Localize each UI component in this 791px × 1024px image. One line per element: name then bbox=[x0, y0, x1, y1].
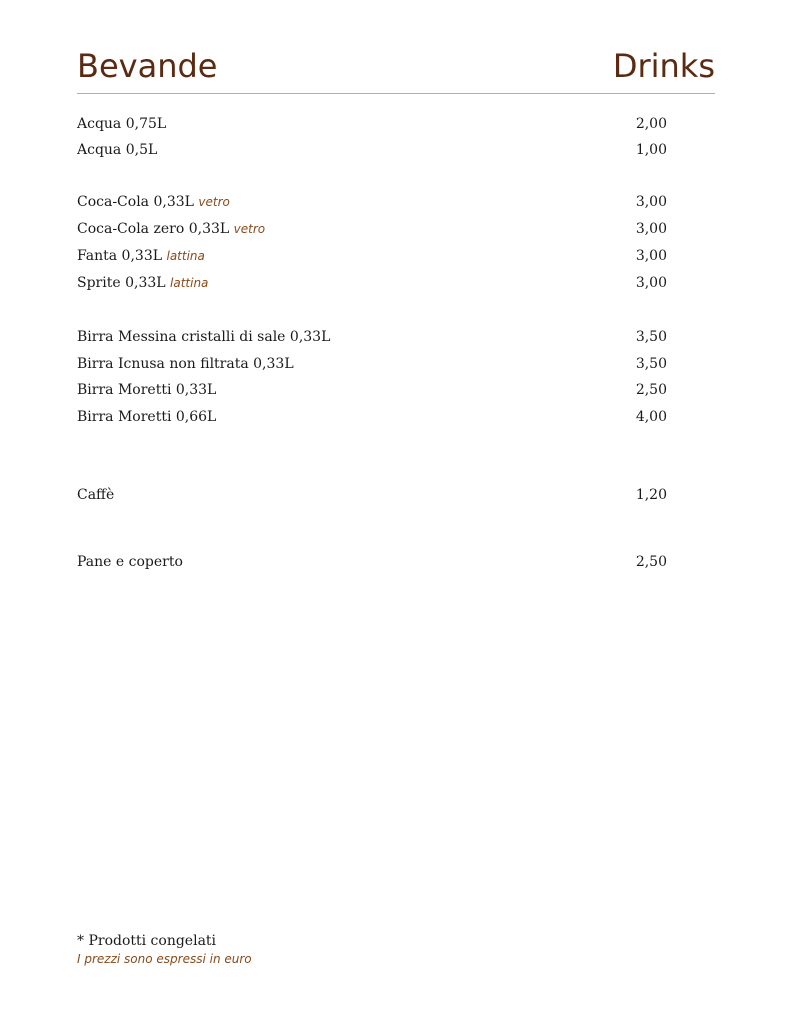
item-price: 3,00 bbox=[635, 248, 667, 264]
menu-item bbox=[77, 113, 667, 135]
item-name: Caffè bbox=[77, 487, 115, 503]
item-price: 2,50 bbox=[635, 554, 667, 570]
item-price: 2,50 bbox=[635, 382, 667, 398]
menu-item bbox=[77, 272, 667, 294]
menu-header bbox=[77, 46, 715, 86]
item-price: 3,50 bbox=[635, 329, 667, 345]
item-note: lattina bbox=[166, 249, 205, 263]
item-price: 3,00 bbox=[635, 221, 667, 237]
menu-item bbox=[77, 218, 667, 240]
item-name: Coca-Cola 0,33L bbox=[77, 194, 194, 210]
item-name: Birra Messina cristalli di sale 0,33L bbox=[77, 329, 331, 345]
item-name: Pane e coperto bbox=[77, 554, 183, 570]
frozen-products-note: * Prodotti congelati bbox=[77, 933, 217, 949]
item-name: Coca-Cola zero 0,33L bbox=[77, 221, 230, 237]
item-name: Birra Moretti 0,33L bbox=[77, 382, 217, 398]
item-name: Birra Icnusa non filtrata 0,33L bbox=[77, 356, 294, 372]
item-price: 4,00 bbox=[635, 409, 667, 425]
item-name: Acqua 0,75L bbox=[77, 116, 167, 132]
item-note: lattina bbox=[170, 276, 209, 290]
header-divider bbox=[77, 93, 715, 94]
item-price: 3,00 bbox=[635, 194, 667, 210]
item-price: 2,00 bbox=[635, 116, 667, 132]
item-note: vetro bbox=[233, 222, 266, 236]
menu-item bbox=[77, 551, 667, 573]
item-price: 3,50 bbox=[635, 356, 667, 372]
item-name: Acqua 0,5L bbox=[77, 142, 158, 158]
item-price: 1,00 bbox=[635, 142, 667, 158]
menu-item bbox=[77, 245, 667, 267]
title-italian: Bevande bbox=[77, 47, 218, 85]
menu-item bbox=[77, 379, 667, 401]
item-note: vetro bbox=[198, 195, 230, 209]
item-price: 1,20 bbox=[635, 487, 667, 503]
title-english: Drinks bbox=[612, 47, 715, 85]
menu-item bbox=[77, 191, 667, 213]
item-name: Birra Moretti 0,66L bbox=[77, 409, 217, 425]
menu-item bbox=[77, 406, 667, 428]
menu-item bbox=[77, 353, 667, 375]
menu-item bbox=[77, 139, 667, 161]
item-name: Sprite 0,33L bbox=[77, 275, 166, 291]
currency-note: I prezzi sono espressi in euro bbox=[77, 952, 252, 966]
menu-item bbox=[77, 326, 667, 348]
item-name: Fanta 0,33L bbox=[77, 248, 163, 264]
menu-item bbox=[77, 484, 667, 506]
item-price: 3,00 bbox=[635, 275, 667, 291]
